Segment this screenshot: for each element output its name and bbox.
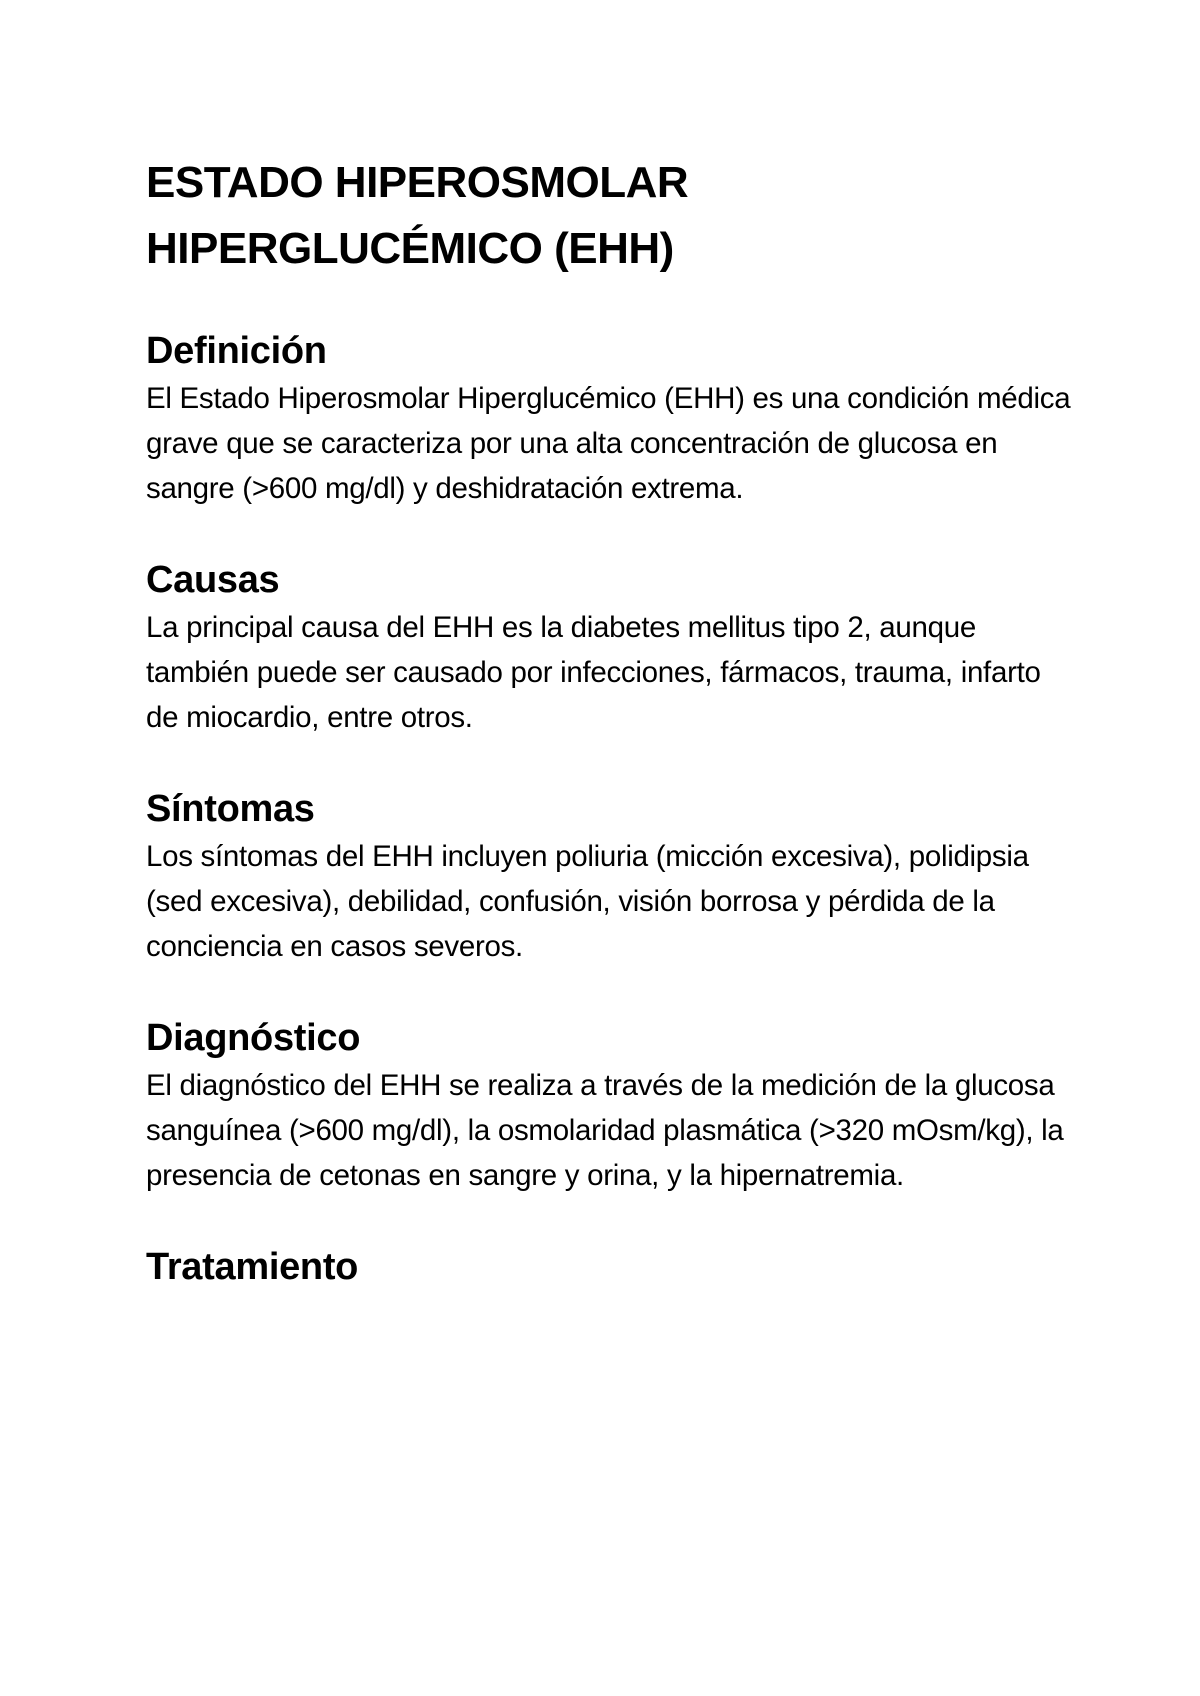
section-heading: Diagnóstico	[146, 1017, 361, 1059]
document-content	[146, 150, 1076, 1336]
section-diagnostico	[146, 1013, 1076, 1198]
section-definicion	[146, 326, 1076, 511]
section-paragraph: El diagnóstico del EHH se realiza a través de la medición de la glucosa sanguínea (>600 mg/dl), la osmolaridad plasmática (>320 mOsm/kg), la presencia de cetonas en sangre y orina, y la hipernatremia.	[146, 1069, 1064, 1192]
section-tratamiento	[146, 1242, 1076, 1292]
section-paragraph: Los síntomas del EHH incluyen poliuria (micción excesiva), polidipsia (sed excesiva), debilidad, confusión, visión borrosa y pérdida de la conciencia en casos severos.	[146, 840, 1029, 963]
section-heading: Síntomas	[146, 788, 315, 830]
section-heading: Tratamiento	[146, 1246, 359, 1288]
section-sintomas	[146, 784, 1076, 969]
section-causas	[146, 555, 1076, 740]
section-heading: Definición	[146, 330, 327, 372]
section-heading: Causas	[146, 559, 280, 601]
section-paragraph: El Estado Hiperosmolar Hiperglucémico (EHH) es una condición médica grave que se caracteriza por una alta concentración de glucosa en sangre (>600 mg/dl) y deshidratación extrema.	[146, 382, 1071, 505]
section-paragraph: La principal causa del EHH es la diabetes mellitus tipo 2, aunque también puede ser causado por infecciones, fármacos, trauma, infarto de miocardio, entre otros.	[146, 611, 1041, 734]
title-line-1: ESTADO HIPEROSMOLAR	[146, 158, 689, 207]
document-title	[146, 150, 1076, 282]
title-line-2: HIPERGLUCÉMICO (EHH)	[146, 224, 674, 273]
